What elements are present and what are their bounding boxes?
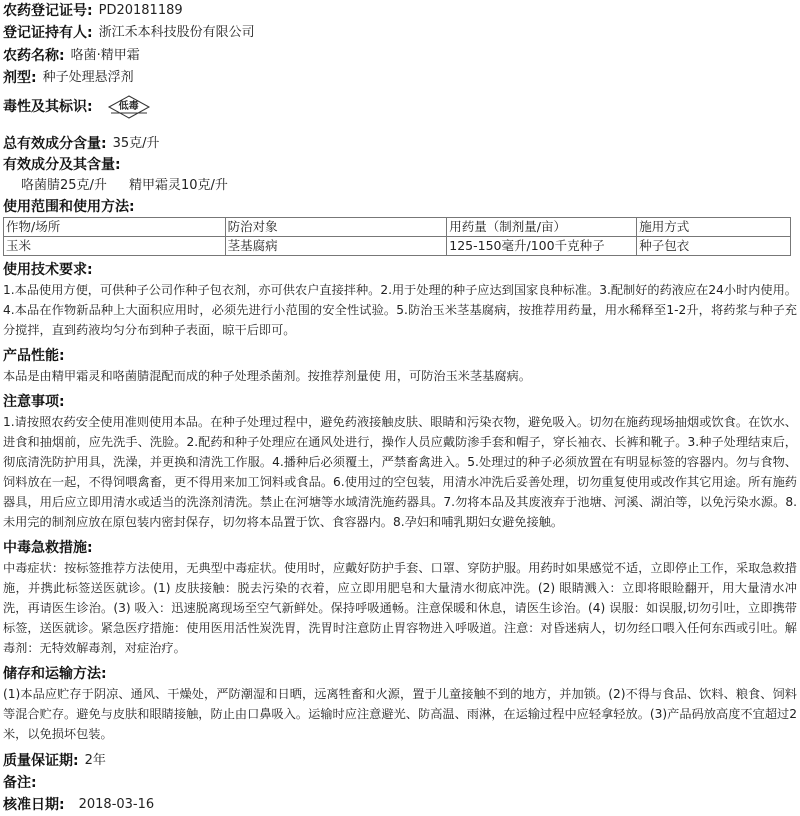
reg-no-value: PD20181189	[98, 2, 183, 18]
reg-no-label: 农药登记证号:	[3, 2, 93, 19]
tech-heading: 使用技术要求:	[3, 262, 93, 278]
firstaid-heading: 中毒急救措施:	[3, 540, 93, 556]
ingredient-1: 咯菌腈25克/升	[21, 178, 107, 193]
total-content-value: 35克/升	[112, 136, 160, 151]
performance-heading: 产品性能:	[3, 348, 65, 364]
ingredients-label-row	[3, 155, 797, 175]
usage-header-cell: 施用方式	[637, 218, 791, 237]
storage-text: (1)本品应贮存于阴凉、通风、干燥处，严防潮湿和日晒，远离牲畜和火源，置于儿童接触不到的地方，并加锁。(2)不得与食品、饮料、粮食、饲料等混合贮存。避免与皮肤和眼睛接触，防止由口鼻吸入。运输时应注意避光、防高温、雨淋，在运输过程中应轻拿轻放。(3)产品码放高度不宜超过2米，以免损坏包装。	[3, 687, 797, 741]
total-content-row	[3, 133, 797, 155]
usage-cell: 种子包衣	[637, 237, 791, 256]
remark-label: 备注:	[3, 775, 37, 791]
toxicity-row	[3, 89, 797, 125]
approval-date: 2018-03-16	[78, 797, 155, 812]
storage-heading: 储存和运输方法:	[3, 666, 107, 682]
holder-value: 浙江禾本科技股份有限公司	[98, 25, 255, 40]
form-row	[3, 67, 797, 89]
usage-header-cell: 作物/场所	[4, 218, 226, 237]
name-value: 咯菌·精甲霜	[70, 48, 140, 63]
approval-row	[3, 794, 797, 816]
firstaid-text: 中毒症状：按标签推荐方法使用，无典型中毒症状。使用时，应戴好防护手套、口罩、穿防护服。用药时如果感觉不适，立即停止工作，采取急救措施，并携此标签送医就诊。(1) 皮肤接触：脱去污染的衣着，应立即用肥皂和大量清水彻底冲洗。(2) 眼睛溅入：立即将眼睑翻开，用大量清水冲洗，再请医生诊治。(3) 吸入：迅速脱离现场至空气新鲜处。保持呼吸通畅。注意保暖和休息，请医生诊治。(4) 误服：如误服,切勿引吐，立即携带标签，送医就诊。紧急医疗措施：使用医用活性炭洗胃，洗胃时注意防止胃容物进入呼吸道。注意：对昏迷病人，切勿经口喂入任何东西或引吐。解毒剂：无特效解毒剂，对症治疗。	[3, 561, 797, 655]
name-label: 农药名称:	[3, 48, 65, 64]
notes-text: 1.请按照农药安全使用准则使用本品。在种子处理过程中，避免药液接触皮肤、眼睛和污染衣物，避免吸入。切勿在施药现场抽烟或饮食。在饮水、进食和抽烟前，应先洗手、洗脸。2.配药和种子处理应在通风处进行，操作人员应戴防渗手套和帽子，穿长袖衣、长裤和靴子。3.种子处理结束后，彻底清洗防护用具，洗澡，并更换和清洗工作服。4.播种后必须覆土，严禁畜禽进入。5.处理过的种子必须放置在有明显标签的容器内。勿与食物、饲料放在一起，不得饲喂禽畜，更不得用来加工饲料或食品。6.使用过的空包装，用清水冲洗后妥善处理，切勿重复使用或改作其它用途。所有施药器具，用后应立即用清水或适当的洗涤剂清洗。禁止在河塘等水域清洗施药器具。7.勿将本品及其废液弃于池塘、河溪、湖泊等，以免污染水源。8.未用完的制剂应放在原包装内密封保存，切勿将本品置于饮、食容器内。8.孕妇和哺乳期妇女避免接触。	[3, 415, 797, 529]
warranty-value: 2年	[84, 753, 106, 768]
low-toxicity-diamond-icon	[107, 94, 151, 120]
usage-header-cell: 用药量（制剂量/亩）	[447, 218, 637, 237]
remark-row	[3, 772, 797, 794]
warranty-label: 质量保证期:	[3, 753, 79, 769]
ingredients-label: 有效成分及其含量:	[3, 157, 121, 173]
usage-table	[3, 217, 791, 256]
usage-table-header	[4, 218, 791, 237]
warranty-row	[3, 750, 797, 772]
usage-heading: 使用范围和使用方法:	[3, 199, 135, 215]
usage-header-cell: 防治对象	[225, 218, 447, 237]
total-content-label: 总有效成分含量:	[3, 136, 107, 152]
form-label: 剂型:	[3, 70, 37, 86]
reg-no-row	[3, 0, 797, 21]
usage-cell: 茎基腐病	[225, 237, 447, 256]
usage-cell: 125-150毫升/100千克种子	[447, 237, 637, 256]
form-value: 种子处理悬浮剂	[42, 70, 134, 85]
table-row	[4, 237, 791, 256]
performance-text: 本品是由精甲霜灵和咯菌腈混配而成的种子处理杀菌剂。按推荐剂量使 用，可防治玉米茎基腐病。	[3, 369, 531, 383]
ingredients-values-row	[3, 175, 797, 197]
tech-text: 1.本品使用方便，可供种子公司作种子包衣剂，亦可供农户直接拌种。2.用于处理的种子应达到国家良种标准。3.配制好的药液应在24小时内使用。4.本品在作物新品种上大面积应用时，必须先进行小范围的安全性试验。5.防治玉米茎基腐病，按推荐用药量，用水稀释至1-2升，将药浆与种子充分搅拌，直到药液均匀分布到种子表面，晾干后即可。	[3, 283, 797, 337]
holder-row	[3, 21, 797, 45]
approval-label: 核准日期:	[3, 797, 65, 813]
name-row	[3, 45, 797, 67]
toxicity-label: 毒性及其标识:	[3, 99, 93, 115]
notes-heading: 注意事项:	[3, 394, 65, 410]
toxicity-badge-text: 低毒	[118, 101, 139, 112]
ingredient-2: 精甲霜灵10克/升	[128, 178, 228, 193]
usage-cell: 玉米	[4, 237, 226, 256]
holder-label: 登记证持有人:	[3, 25, 93, 41]
